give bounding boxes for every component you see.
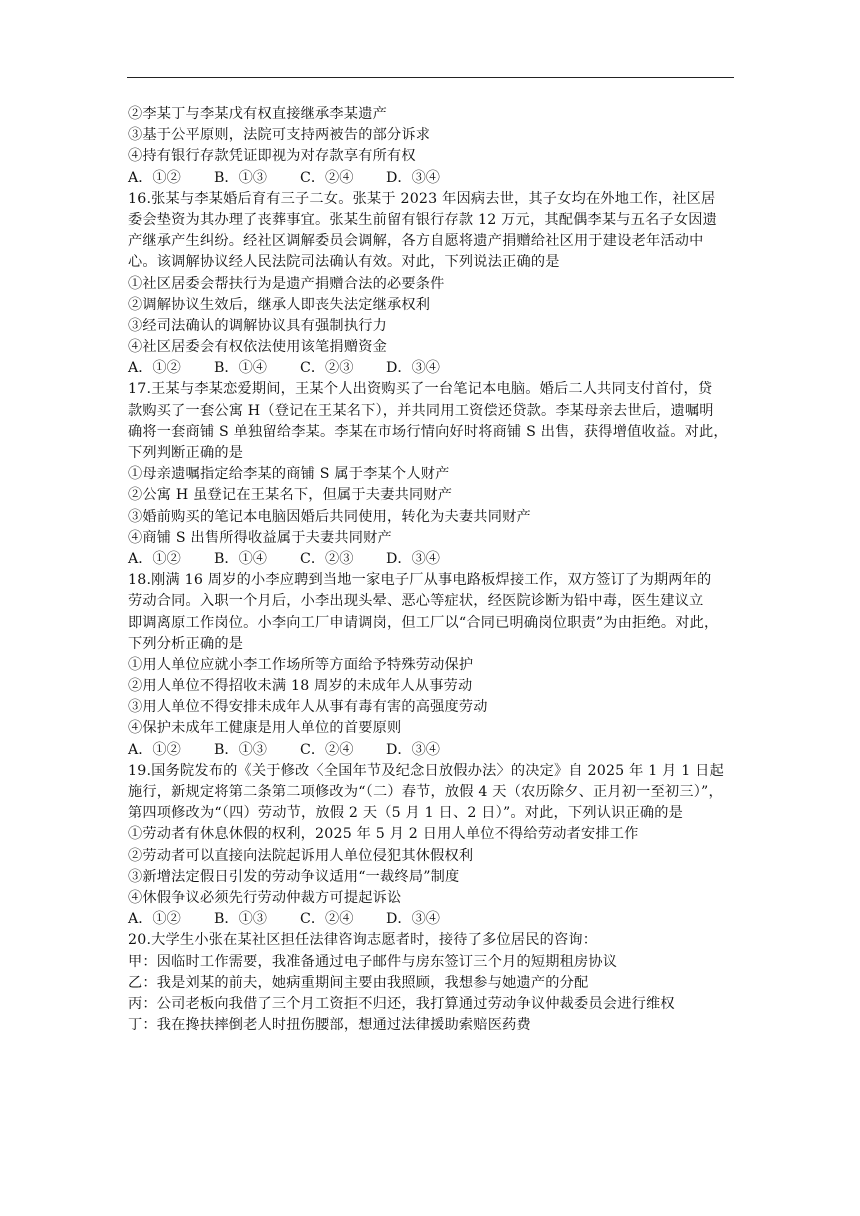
- q19-item-1: ①劳动者有休息休假的权利，2025 年 5 月 2 日用人单位不得给劳动者安排工作: [128, 826, 639, 843]
- question-16: [128, 189, 738, 380]
- q18-stem-line: 即调离原工作岗位。小李向工厂申请调岗，但工厂以“合同已明确岗位职责”为由拒绝。对此，: [128, 614, 719, 631]
- q18-item-2: ②用人单位不得招收未满 18 周岁的未成年人从事劳动: [128, 678, 473, 695]
- header-rule: [127, 77, 734, 78]
- q20-consult-jia: 甲：因临时工作需要，我准备通过电子邮件与房东签订三个月的短期租房协议: [128, 953, 618, 970]
- question-20: [128, 930, 738, 1036]
- q16-option-a: A．①②: [128, 360, 181, 377]
- q17-item-4: ④商铺 S 出售所得收益属于夫妻共同财产: [128, 529, 392, 546]
- q19-stem-line: 19.国务院发布的《关于修改〈全国年节及纪念日放假办法〉的决定》自 2025 年 1 月 1 日起: [128, 762, 724, 779]
- q18-stem-line: 18.刚满 16 周岁的小李应聘到当地一家电子厂从事电路板焊接工作，双方签订了为期两年的: [128, 572, 712, 589]
- q19-stem: [128, 761, 738, 825]
- q18-options: [128, 740, 738, 761]
- q18-item-1: ①用人单位应就小李工作场所等方面给予特殊劳动保护: [128, 656, 474, 673]
- q16-stem: [128, 189, 738, 274]
- q16-stem-line: 16.张某与李某婚后育有三子二女。张某于 2023 年因病去世，其子女均在外地工作，社区居: [128, 190, 716, 207]
- q17-option-b: B．①④: [214, 550, 267, 567]
- page-content: [128, 104, 738, 1036]
- q18-stem: [128, 570, 738, 655]
- q19-item-4: ④休假争议必须先行劳动仲裁方可提起诉讼: [128, 889, 402, 906]
- q18-item-3: ③用人单位不得安排未成年人从事有毒有害的高强度劳动: [128, 699, 488, 716]
- q19-item-2: ②劳动者可以直接向法院起诉用人单位侵犯其休假权利: [128, 847, 474, 864]
- q17-option-d: D．③④: [386, 550, 440, 567]
- q19-option-d: D．③④: [386, 911, 440, 928]
- q20-consult-bing: 丙：公司老板向我借了三个月工资拒不归还，我打算通过劳动争议仲裁委员会进行维权: [128, 995, 675, 1012]
- q17-stem: [128, 379, 738, 464]
- q16-stem-line: 委会垫资为其办理了丧葬事宜。张某生前留有银行存款 12 万元，其配偶李某与五名子女因遗: [128, 211, 717, 228]
- q16-option-c: C．②③: [300, 360, 354, 377]
- q15-item-3: ③基于公平原则，法院可支持两被告的部分诉求: [128, 127, 431, 144]
- question-15-continued: [128, 104, 738, 189]
- q19-stem-line: 施行，新规定将第二条第二项修改为“（二）春节，放假 4 天（农历除夕、正月初一至初三）”，: [128, 784, 723, 800]
- q17-option-a: A．①②: [128, 550, 181, 567]
- q18-option-d: D．③④: [386, 741, 440, 758]
- q15-item-4: ④持有银行存款凭证即视为对存款享有所有权: [128, 148, 416, 165]
- q15-option-d: D．③④: [386, 169, 440, 186]
- q16-stem-line: 心。该调解协议经人民法院司法确认有效。对此，下列说法正确的是: [128, 254, 560, 271]
- q18-item-4: ④保护未成年工健康是用人单位的首要原则: [128, 720, 402, 737]
- q19-item-3: ③新增法定假日引发的劳动争议适用“一裁终局”制度: [128, 868, 460, 885]
- q17-options: [128, 549, 738, 570]
- q18-option-b: B．①③: [214, 741, 267, 758]
- q20-consult-yi: 乙：我是刘某的前夫，她病重期间主要由我照顾，我想参与她遗产的分配: [128, 974, 589, 991]
- q16-item-4: ④社区居委会有权依法使用该笔捐赠资金: [128, 339, 387, 356]
- q18-option-a: A．①②: [128, 741, 181, 758]
- q16-item-3: ③经司法确认的调解协议具有强制执行力: [128, 317, 387, 334]
- q17-item-3: ③婚前购买的笔记本电脑因婚后共同使用，转化为夫妻共同财产: [128, 508, 531, 525]
- q16-item-1: ①社区居委会帮扶行为是遗产捐赠合法的必要条件: [128, 275, 445, 292]
- q18-stem-line: 劳动合同。入职一个月后，小李出现头晕、恶心等症状，经医院诊断为铅中毒，医生建议立: [128, 593, 704, 610]
- q16-option-b: B．①④: [214, 360, 267, 377]
- q15-option-b: B．①③: [214, 169, 267, 186]
- q17-stem-line: 17.王某与李某恋爱期间，王某个人出资购买了一台笔记本电脑。婚后二人共同支付首付，贷: [128, 381, 713, 398]
- q15-option-a: A．①②: [128, 169, 181, 186]
- q18-stem-line: 下列分析正确的是: [128, 635, 244, 652]
- q15-option-c: C．②④: [300, 169, 354, 186]
- q19-stem-line: 第四项修改为“（四）劳动节，放假 2 天（5 月 1 日、2 日）”。对此，下列认识正确的是: [128, 805, 684, 822]
- q17-option-c: C．②③: [300, 550, 354, 567]
- q17-stem-line: 款购买了一套公寓 H（登记在王某名下），并共同用工资偿还贷款。李某母亲去世后，遗嘱明: [128, 402, 714, 419]
- q15-options: [128, 168, 738, 189]
- q18-option-c: C．②④: [300, 741, 354, 758]
- q16-options: [128, 358, 738, 379]
- q20-stem: 20.大学生小张在某社区担任法律咨询志愿者时，接待了多位居民的咨询：: [128, 932, 598, 949]
- question-18: [128, 570, 738, 761]
- q20-consult-ding: 丁：我在搀扶摔倒老人时扭伤腰部，想通过法律援助索赔医药费: [128, 1017, 531, 1034]
- q19-option-b: B．①③: [214, 911, 267, 928]
- q19-option-a: A．①②: [128, 911, 181, 928]
- q19-options: [128, 909, 738, 930]
- q17-stem-line: 确将一套商铺 S 单独留给李某。李某在市场行情向好时将商铺 S 出售，获得增值收益。对此，: [128, 423, 728, 440]
- q17-item-1: ①母亲遗嘱指定给李某的商铺 S 属于李某个人财产: [128, 466, 450, 483]
- q16-item-2: ②调解协议生效后，继承人即丧失法定继承权利: [128, 296, 431, 313]
- question-17: [128, 379, 738, 570]
- q16-stem-line: 产继承产生纠纷。经社区调解委员会调解，各方自愿将遗产捐赠给社区用于建设老年活动中: [128, 233, 704, 250]
- q19-option-c: C．②④: [300, 911, 354, 928]
- q17-stem-line: 下列判断正确的是: [128, 445, 244, 461]
- q17-item-2: ②公寓 H 虽登记在王某名下，但属于夫妻共同财产: [128, 487, 453, 504]
- q16-option-d: D．③④: [386, 360, 440, 377]
- q15-item-2: ②李某丁与李某戊有权直接继承李某遗产: [128, 106, 387, 122]
- question-19: [128, 761, 738, 931]
